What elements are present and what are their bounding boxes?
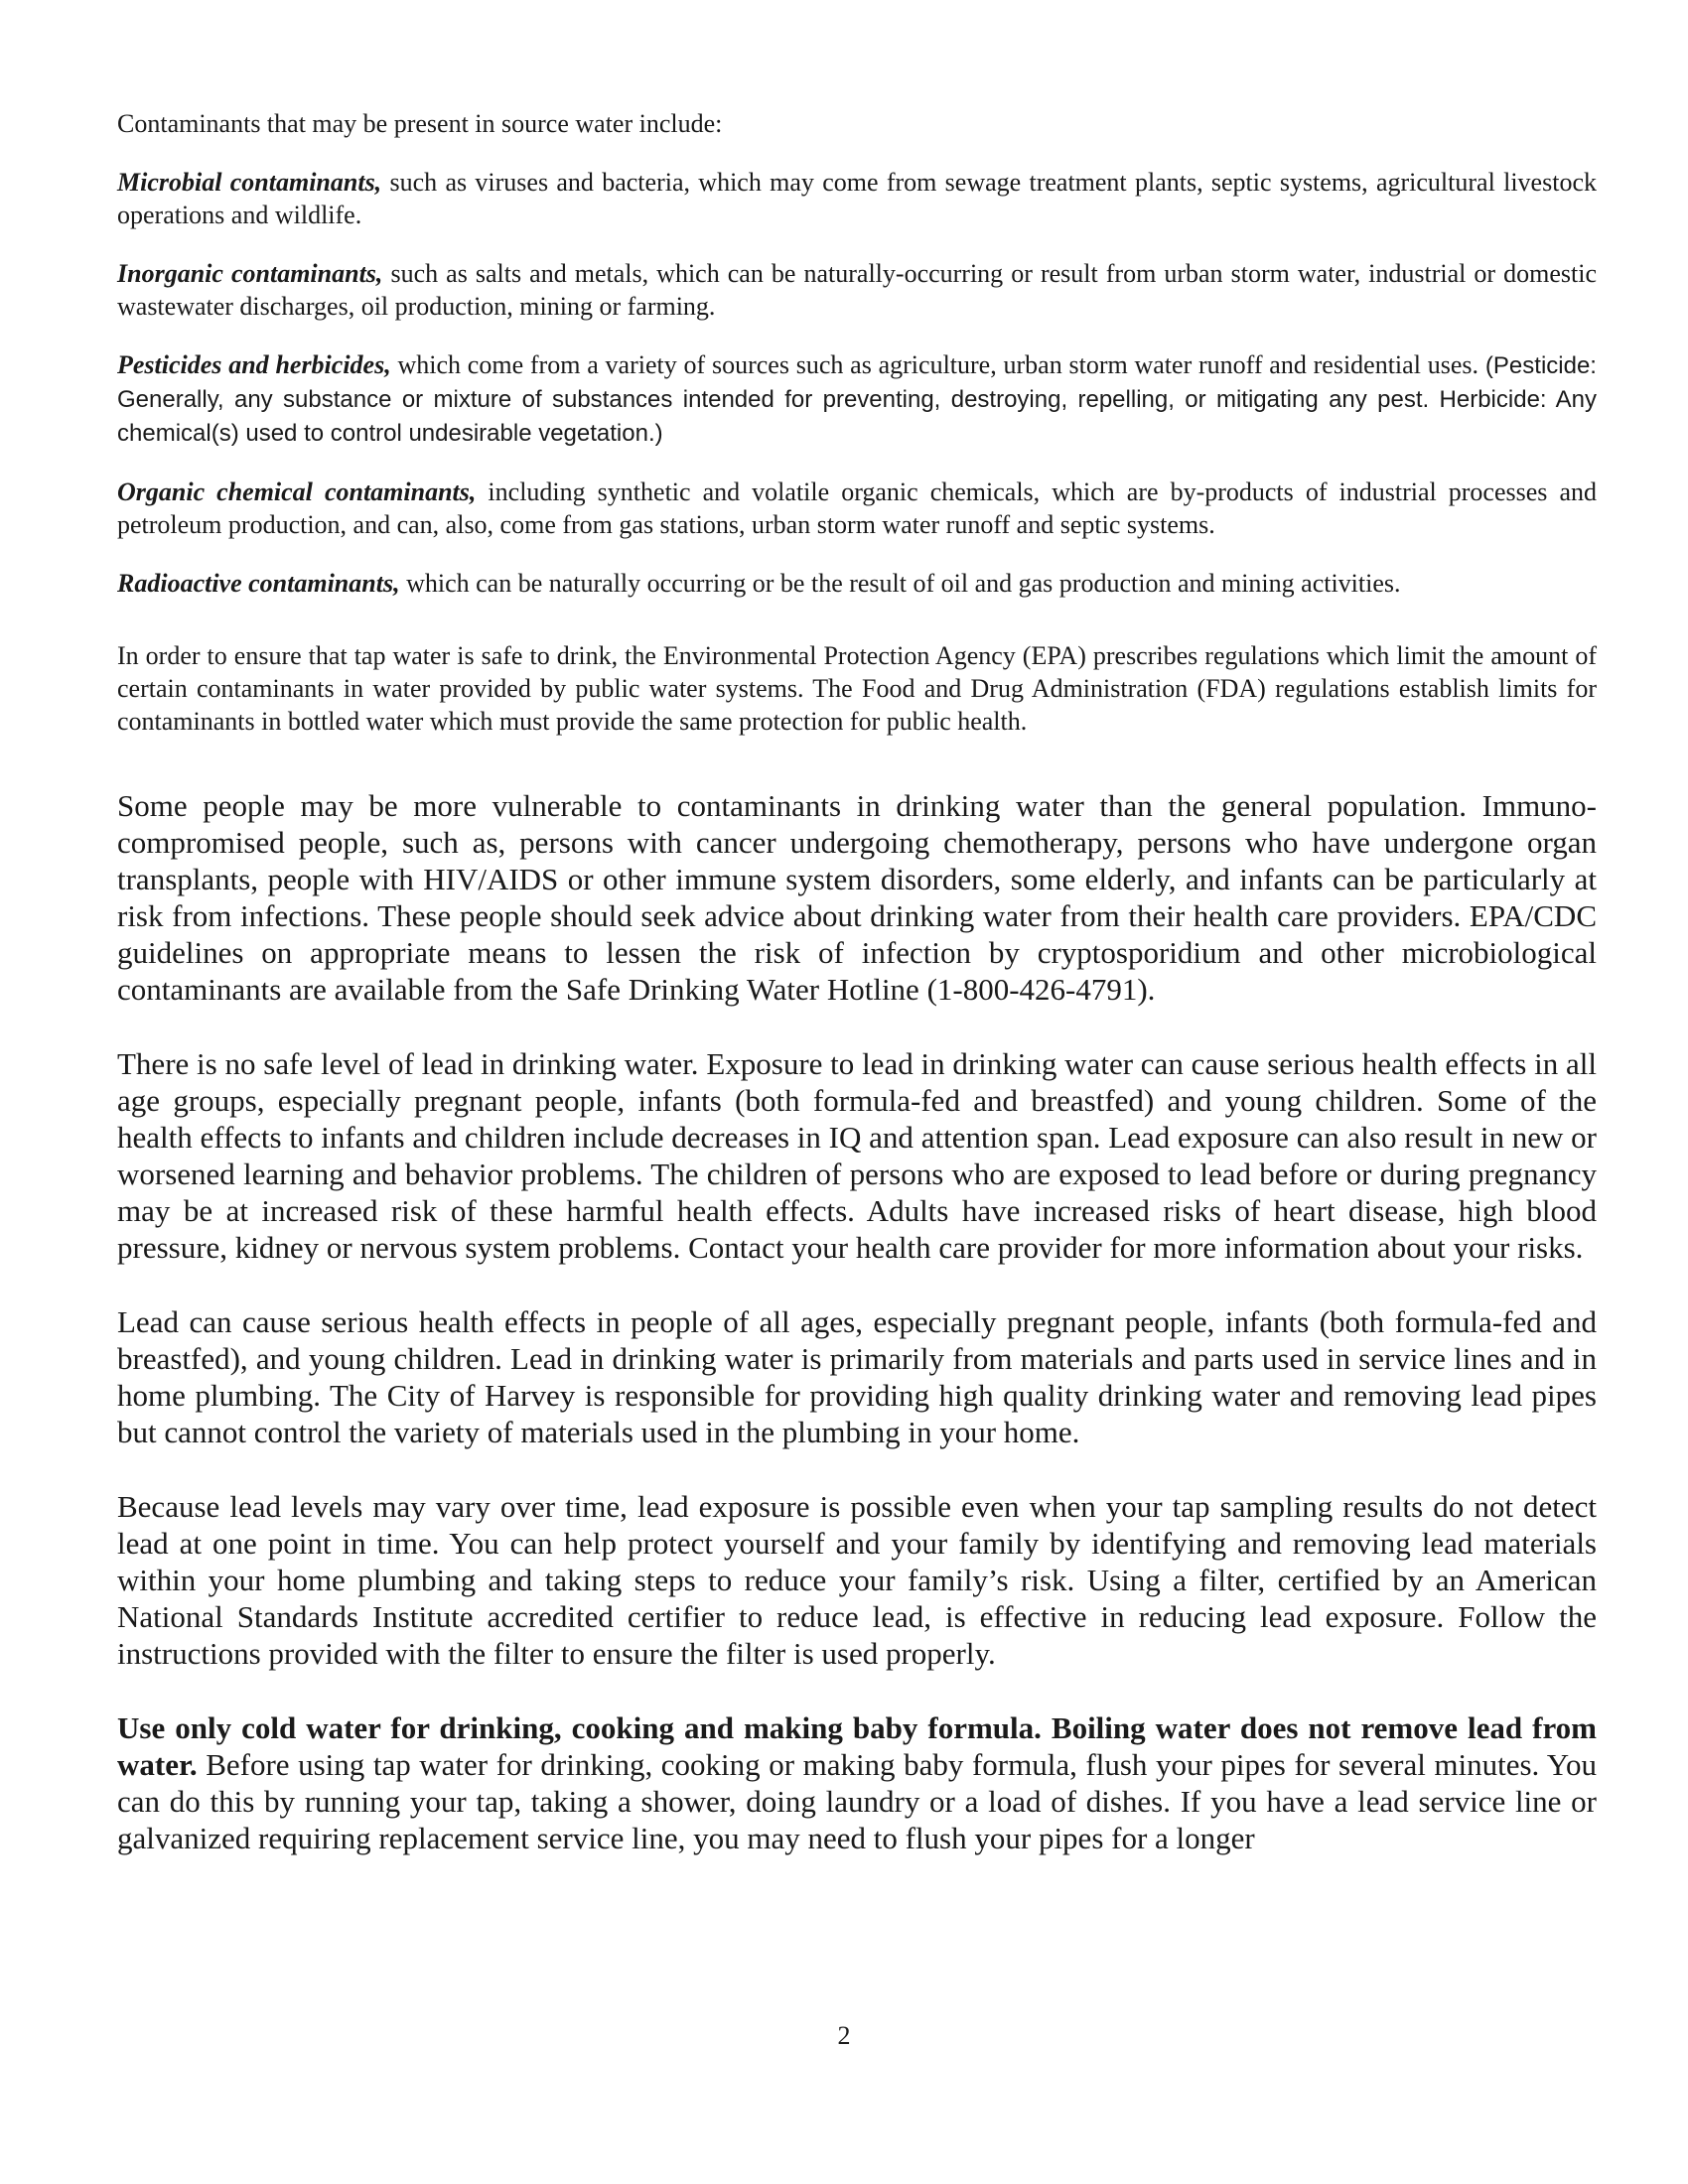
contaminant-description: such as viruses and bacteria, which may come from sewage treatment plants, septic systems, agricultural livestock operations and wildlife. xyxy=(117,168,1597,229)
lead-safety-paragraph: There is no safe level of lead in drinking water. Exposure to lead in drinking water can cause serious health effects in all age groups, especially pregnant people, infants (both formula-fed and breastfed) and young children. Some of the health effects to infants and children include decreases in IQ and attention span. Lead exposure can also result in new or worsened learning and behavior problems. The children of persons who are exposed to lead before or during pregnancy may be at increased risk of these harmful health effects. Adults have increased risks of heart disease, high blood pressure, kidney or nervous system problems. Contact your health care provider for more information about your risks. xyxy=(117,1046,1597,1265)
lead-levels-paragraph: Because lead levels may vary over time, lead exposure is possible even when your tap sampling results do not detect lead at one point in time. You can help protect yourself and your family by identifying and removing lead materials within your home plumbing and taking steps to reduce your family’s risk. Using a filter, certified by an American National Standards Institute accredited certifier to reduce lead, is effective in reducing lead exposure. Follow the instructions provided with the filter to ensure the filter is used properly. xyxy=(117,1489,1597,1671)
contaminant-description: such as salts and metals, which can be naturally-occurring or result from urban storm water, industrial or domestic wastewater discharges, oil production, mining or farming. xyxy=(117,259,1597,321)
pesticide-definition: (Pesticide: Generally, any substance or mixture of substances intended for preventing, destroying, repelling, or mitigating any pest. Herbicide: Any chemical(s) used to control undesirable vegetation.) xyxy=(117,352,1597,447)
contaminant-description: which can be naturally occurring or be the result of oil and gas production and mining activities. xyxy=(399,569,1401,598)
page-number: 2 xyxy=(837,2021,851,2050)
contaminant-inorganic xyxy=(117,257,1597,323)
vulnerable-populations-paragraph: Some people may be more vulnerable to contaminants in drinking water than the general population. Immuno-compromised people, such as, persons with cancer undergoing chemotherapy, persons who have undergone organ transplants, people with HIV/AIDS or other immune system disorders, some elderly, and infants can be particularly at risk from infections. These people should seek advice about drinking water from their health care providers. EPA/CDC guidelines on appropriate means to lessen the risk of infection by cryptosporidium and other microbiological contaminants are available from the Safe Drinking Water Hotline (1-800-426-4791). xyxy=(117,788,1597,1007)
contaminant-term: Pesticides and herbicides, xyxy=(117,350,391,379)
contaminant-organic xyxy=(117,476,1597,541)
contaminant-term: Radioactive contaminants, xyxy=(117,569,400,598)
lead-source-paragraph: Lead can cause serious health effects in people of all ages, especially pregnant people, infants (both formula-fed and breastfed), and young children. Lead in drinking water is primarily from materials and parts used in service lines and in home plumbing. The City of Harvey is responsible for providing high quality drinking water and removing lead pipes but cannot control the variety of materials used in the plumbing in your home. xyxy=(117,1304,1597,1449)
contaminant-pesticides xyxy=(117,348,1597,450)
cold-water-warning: Use only cold water for drinking, cooking and making baby formula. Boiling water does not remove lead from water. xyxy=(117,1710,1597,1782)
cold-water-paragraph xyxy=(117,1709,1597,1856)
epa-paragraph: In order to ensure that tap water is safe to drink, the Environmental Protection Agency (EPA) prescribes regulations which limit the amount of certain contaminants in water provided by public water systems. The Food and Drug Administration (FDA) regulations establish limits for contaminants in bottled water which must provide the same protection for public health. xyxy=(117,641,1597,736)
contaminant-term: Organic chemical contaminants, xyxy=(117,478,477,506)
document-page xyxy=(117,107,1597,1856)
contaminant-term: Microbial contaminants, xyxy=(117,168,382,197)
contaminant-radioactive xyxy=(117,567,1597,600)
contaminant-term: Inorganic contaminants, xyxy=(117,259,383,288)
cold-water-instructions: Before using tap water for drinking, cooking or making baby formula, flush your pipes for several minutes. You can do this by running your tap, taking a shower, doing laundry or a load of dishes. If you have a lead service line or galvanized requiring replacement service line, you may need to flush your pipes for a longer xyxy=(117,1747,1597,1855)
contaminant-description: including synthetic and volatile organic chemicals, which are by-products of industrial processes and petroleum production, and can, also, come from gas stations, urban storm water runoff and septic systems. xyxy=(117,478,1597,539)
contaminant-description: which come from a variety of sources such as agriculture, urban storm water runoff and residential uses. xyxy=(390,350,1478,379)
intro-text: Contaminants that may be present in source water include: xyxy=(117,109,723,138)
contaminant-microbial xyxy=(117,166,1597,231)
